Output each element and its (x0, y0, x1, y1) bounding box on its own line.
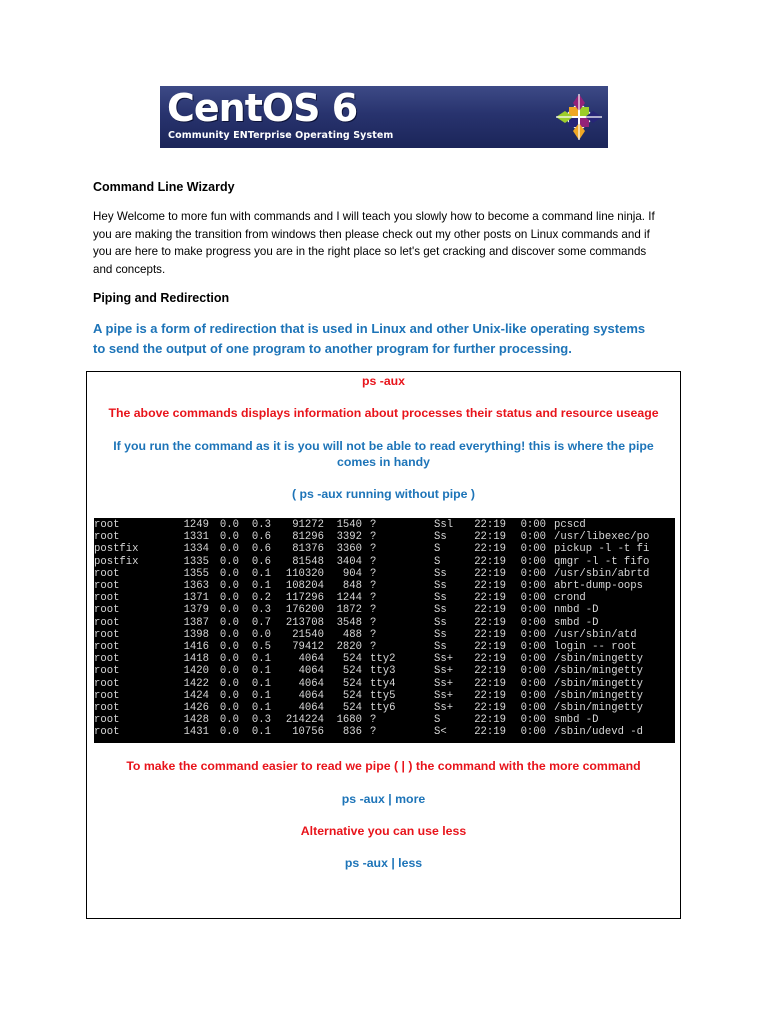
terminal-cell-time: 0:00 (520, 519, 546, 531)
centos-pinwheel-icon (554, 92, 604, 142)
terminal-cell-user: root (94, 702, 120, 714)
terminal-cell-mem: 0.2 (251, 592, 271, 605)
terminal-cell-rss: 904 (342, 567, 362, 580)
terminal-row (94, 653, 675, 665)
terminal-cell-stat: Ss+ (434, 653, 454, 666)
terminal-cell-time: 0:00 (520, 628, 546, 641)
terminal-cell-rss: 1244 (336, 592, 362, 605)
terminal-cell-pid: 1424 (183, 689, 209, 702)
terminal-cell-command: abrt-dump-oops (554, 580, 644, 592)
terminal-cell-pid: 1363 (183, 580, 209, 592)
terminal-row (94, 519, 675, 531)
terminal-cell-rss: 3360 (336, 543, 362, 556)
terminal-cell-stat: Ss (434, 580, 447, 592)
terminal-cell-start: 22:19 (474, 726, 506, 739)
terminal-cell-command: /sbin/udevd -d (554, 726, 644, 739)
terminal-cell-user: root (94, 592, 120, 605)
terminal-cell-time: 0:00 (520, 689, 546, 702)
terminal-row (94, 629, 675, 641)
terminal-cell-pid: 1418 (183, 653, 209, 666)
terminal-cell-vsz: 4064 (298, 677, 324, 690)
terminal-cell-time: 0:00 (520, 714, 546, 727)
terminal-cell-stat: Ss (434, 628, 447, 641)
terminal-cell-user: root (94, 628, 120, 641)
terminal-cell-rss: 2820 (336, 641, 362, 653)
terminal-cell-user: root (94, 677, 120, 690)
terminal-cell-command: /usr/sbin/abrtd (554, 567, 650, 580)
terminal-cell-start: 22:19 (474, 641, 506, 653)
command-ps-aux: ps -aux (361, 374, 406, 388)
more-command: ps -aux | more (341, 792, 426, 806)
terminal-row (94, 592, 675, 604)
terminal-cell-user: root (94, 665, 120, 678)
terminal-row (94, 678, 675, 690)
centos-banner (160, 86, 608, 148)
terminal-cell-mem: 0.6 (251, 531, 271, 544)
terminal-cell-user: root (94, 616, 120, 629)
terminal-cell-rss: 524 (342, 689, 362, 702)
terminal-cell-start: 22:19 (474, 628, 506, 641)
terminal-cell-stat: Ss+ (434, 702, 454, 714)
terminal-cell-cpu: 0.0 (219, 726, 239, 739)
terminal-cell-time: 0:00 (520, 531, 546, 544)
terminal-cell-tty: tty5 (370, 689, 396, 702)
less-command: ps -aux | less (344, 856, 423, 870)
terminal-cell-pid: 1422 (183, 677, 209, 690)
terminal-cell-start: 22:19 (474, 567, 506, 580)
terminal-cell-cpu: 0.0 (219, 555, 239, 568)
terminal-cell-cpu: 0.0 (219, 653, 239, 666)
terminal-cell-tty: ? (370, 616, 377, 629)
terminal-cell-user: root (94, 653, 120, 666)
terminal-cell-cpu: 0.0 (219, 531, 239, 544)
terminal-cell-user: postfix (94, 543, 139, 556)
terminal-cell-pid: 1371 (183, 592, 209, 605)
terminal-cell-stat: Ss+ (434, 665, 454, 678)
terminal-cell-pid: 1420 (183, 665, 209, 678)
terminal-cell-user: root (94, 604, 120, 617)
terminal-row (94, 702, 675, 714)
terminal-cell-command: /sbin/mingetty (554, 665, 644, 678)
terminal-row (94, 604, 675, 616)
terminal-cell-command: /sbin/mingetty (554, 653, 644, 666)
terminal-cell-stat: Ss+ (434, 677, 454, 690)
terminal-cell-vsz: 81296 (292, 531, 324, 544)
terminal-cell-rss: 1680 (336, 714, 362, 727)
terminal-cell-stat: Ss (434, 592, 447, 605)
terminal-cell-stat: S< (434, 726, 447, 739)
terminal-cell-start: 22:19 (474, 592, 506, 605)
terminal-cell-stat: Ss+ (434, 689, 454, 702)
terminal-cell-vsz: 4064 (298, 702, 324, 714)
terminal-cell-command: qmgr -l -t fifo (554, 555, 650, 568)
terminal-cell-pid: 1335 (183, 555, 209, 568)
terminal-cell-command: /usr/sbin/atd (554, 628, 637, 641)
terminal-cell-pid: 1426 (183, 702, 209, 714)
terminal-cell-mem: 0.3 (251, 604, 271, 617)
terminal-cell-vsz: 10756 (292, 726, 324, 739)
terminal-cell-cpu: 0.0 (219, 567, 239, 580)
terminal-cell-command: smbd -D (554, 714, 599, 727)
banner-subtitle: Community ENTerprise Operating System (168, 130, 394, 141)
terminal-row (94, 714, 675, 726)
terminal-caption: ( ps -aux running without pipe ) (291, 487, 476, 501)
terminal-cell-time: 0:00 (520, 580, 546, 592)
terminal-cell-user: root (94, 726, 120, 739)
terminal-cell-rss: 3548 (336, 616, 362, 629)
terminal-cell-time: 0:00 (520, 677, 546, 690)
terminal-cell-rss: 524 (342, 665, 362, 678)
terminal-cell-cpu: 0.0 (219, 689, 239, 702)
terminal-cell-vsz: 91272 (292, 519, 324, 531)
terminal-cell-mem: 0.1 (251, 677, 271, 690)
terminal-cell-tty: ? (370, 519, 377, 531)
terminal-row (94, 543, 675, 555)
terminal-cell-tty: ? (370, 628, 377, 641)
terminal-cell-vsz: 108204 (285, 580, 324, 592)
terminal-cell-rss: 848 (342, 580, 362, 592)
terminal-cell-user: root (94, 641, 120, 653)
terminal-cell-time: 0:00 (520, 604, 546, 617)
terminal-cell-cpu: 0.0 (219, 519, 239, 531)
terminal-cell-command: /sbin/mingetty (554, 689, 644, 702)
pipe-warning: If you run the command as it is you will not be able to read everything! this is where the pipe comes in handy (113, 439, 654, 469)
terminal-cell-user: root (94, 531, 120, 544)
terminal-row (94, 568, 675, 580)
terminal-cell-tty: ? (370, 592, 377, 605)
terminal-cell-command: smbd -D (554, 616, 599, 629)
terminal-cell-tty: tty3 (370, 665, 396, 678)
terminal-cell-cpu: 0.0 (219, 580, 239, 592)
terminal-cell-tty: tty6 (370, 702, 396, 714)
terminal-cell-mem: 0.1 (251, 689, 271, 702)
terminal-cell-user: root (94, 689, 120, 702)
terminal-cell-rss: 524 (342, 702, 362, 714)
terminal-cell-cpu: 0.0 (219, 543, 239, 556)
terminal-cell-command: crond (554, 592, 586, 605)
terminal-cell-tty: ? (370, 543, 377, 556)
terminal-cell-time: 0:00 (520, 543, 546, 556)
terminal-row (94, 580, 675, 592)
terminal-row (94, 617, 675, 629)
terminal-cell-cpu: 0.0 (219, 604, 239, 617)
terminal-cell-command: pickup -l -t fi (554, 543, 650, 556)
terminal-cell-start: 22:19 (474, 543, 506, 556)
terminal-cell-user: root (94, 519, 120, 531)
terminal-cell-mem: 0.1 (251, 726, 271, 739)
terminal-cell-pid: 1249 (183, 519, 209, 531)
terminal-row (94, 690, 675, 702)
terminal-cell-user: root (94, 580, 120, 592)
terminal-cell-mem: 0.0 (251, 628, 271, 641)
terminal-cell-start: 22:19 (474, 604, 506, 617)
terminal-cell-stat: Ss (434, 616, 447, 629)
terminal-cell-mem: 0.5 (251, 641, 271, 653)
terminal-cell-rss: 3392 (336, 531, 362, 544)
terminal-cell-rss: 524 (342, 677, 362, 690)
section-subheading: Piping and Redirection (93, 291, 230, 305)
terminal-cell-tty: ? (370, 726, 377, 739)
terminal-cell-command: /sbin/mingetty (554, 702, 644, 714)
terminal-cell-user: root (94, 714, 120, 727)
terminal-row (94, 665, 675, 677)
terminal-cell-pid: 1331 (183, 531, 209, 544)
terminal-cell-cpu: 0.0 (219, 641, 239, 653)
terminal-cell-pid: 1398 (183, 628, 209, 641)
terminal-cell-tty: tty2 (370, 653, 396, 666)
terminal-row (94, 531, 675, 543)
terminal-cell-mem: 0.3 (251, 519, 271, 531)
terminal-cell-tty: ? (370, 567, 377, 580)
terminal-cell-pid: 1334 (183, 543, 209, 556)
terminal-cell-tty: ? (370, 555, 377, 568)
terminal-cell-pid: 1428 (183, 714, 209, 727)
terminal-cell-mem: 0.1 (251, 702, 271, 714)
terminal-cell-start: 22:19 (474, 702, 506, 714)
terminal-cell-start: 22:19 (474, 653, 506, 666)
terminal-row (94, 726, 675, 738)
terminal-cell-stat: Ss (434, 604, 447, 617)
terminal-cell-cpu: 0.0 (219, 702, 239, 714)
terminal-cell-rss: 836 (342, 726, 362, 739)
terminal-cell-mem: 0.1 (251, 580, 271, 592)
terminal-cell-command: login -- root (554, 641, 637, 653)
terminal-cell-rss: 1540 (336, 519, 362, 531)
intro-paragraph: Hey Welcome to more fun with commands and I will teach you slowly how to become a command line ninja. If you are making the transition from windows then please check out my other posts on Linux commands and if you are here to make progress you are in the right place so let's get cracking and discover some commands and concepts. (93, 210, 655, 276)
terminal-cell-vsz: 214224 (285, 714, 324, 727)
terminal-cell-cpu: 0.0 (219, 592, 239, 605)
example-box (86, 371, 681, 919)
terminal-cell-user: root (94, 567, 120, 580)
terminal-cell-pid: 1416 (183, 641, 209, 653)
terminal-cell-cpu: 0.0 (219, 616, 239, 629)
terminal-cell-time: 0:00 (520, 726, 546, 739)
terminal-cell-vsz: 81376 (292, 543, 324, 556)
terminal-cell-mem: 0.7 (251, 616, 271, 629)
terminal-cell-tty: ? (370, 531, 377, 544)
terminal-cell-stat: Ssl (434, 519, 454, 531)
terminal-cell-pid: 1355 (183, 567, 209, 580)
terminal-cell-rss: 488 (342, 628, 362, 641)
terminal-cell-vsz: 79412 (292, 641, 324, 653)
terminal-cell-cpu: 0.0 (219, 665, 239, 678)
terminal-cell-vsz: 213708 (285, 616, 324, 629)
terminal-cell-tty: ? (370, 641, 377, 653)
terminal-cell-time: 0:00 (520, 653, 546, 666)
terminal-cell-vsz: 4064 (298, 665, 324, 678)
terminal-cell-time: 0:00 (520, 592, 546, 605)
terminal-cell-start: 22:19 (474, 580, 506, 592)
terminal-cell-time: 0:00 (520, 567, 546, 580)
terminal-screenshot (94, 518, 675, 743)
terminal-cell-mem: 0.1 (251, 567, 271, 580)
alternative-intro: Alternative you can use less (300, 824, 467, 838)
terminal-cell-start: 22:19 (474, 677, 506, 690)
terminal-cell-tty: ? (370, 580, 377, 592)
terminal-cell-stat: Ss (434, 567, 447, 580)
terminal-cell-stat: S (434, 714, 441, 727)
terminal-cell-time: 0:00 (520, 641, 546, 653)
terminal-cell-start: 22:19 (474, 531, 506, 544)
terminal-cell-rss: 3404 (336, 555, 362, 568)
terminal-cell-vsz: 4064 (298, 653, 324, 666)
terminal-cell-stat: Ss (434, 641, 447, 653)
terminal-cell-mem: 0.1 (251, 665, 271, 678)
terminal-cell-stat: S (434, 543, 441, 556)
terminal-cell-vsz: 117296 (285, 592, 324, 605)
terminal-cell-vsz: 81548 (292, 555, 324, 568)
terminal-cell-tty: tty4 (370, 677, 396, 690)
more-intro: To make the command easier to read we pipe ( | ) the command with the more command (126, 759, 641, 773)
terminal-cell-start: 22:19 (474, 714, 506, 727)
terminal-cell-mem: 0.1 (251, 653, 271, 666)
terminal-cell-command: pcscd (554, 519, 586, 531)
terminal-cell-pid: 1379 (183, 604, 209, 617)
terminal-cell-tty: ? (370, 604, 377, 617)
terminal-cell-mem: 0.6 (251, 555, 271, 568)
terminal-cell-rss: 524 (342, 653, 362, 666)
terminal-cell-command: /usr/libexec/po (554, 531, 650, 544)
terminal-cell-vsz: 176200 (285, 604, 324, 617)
page-title: Command Line Wizardy (93, 180, 235, 194)
terminal-row (94, 641, 675, 653)
terminal-cell-tty: ? (370, 714, 377, 727)
terminal-cell-vsz: 21540 (292, 628, 324, 641)
terminal-cell-start: 22:19 (474, 665, 506, 678)
terminal-cell-cpu: 0.0 (219, 677, 239, 690)
terminal-cell-mem: 0.6 (251, 543, 271, 556)
terminal-cell-pid: 1387 (183, 616, 209, 629)
command-description: The above commands displays information about processes their status and resource useage (108, 406, 659, 420)
banner-title: CentOS 6 (167, 86, 358, 130)
terminal-cell-cpu: 0.0 (219, 628, 239, 641)
terminal-cell-time: 0:00 (520, 616, 546, 629)
terminal-cell-vsz: 110320 (285, 567, 324, 580)
terminal-cell-start: 22:19 (474, 519, 506, 531)
terminal-cell-time: 0:00 (520, 665, 546, 678)
terminal-cell-start: 22:19 (474, 689, 506, 702)
terminal-cell-time: 0:00 (520, 702, 546, 714)
terminal-cell-cpu: 0.0 (219, 714, 239, 727)
pipe-definition: A pipe is a form of redirection that is used in Linux and other Unix-like operating systems to send the output of one program to another program for further processing. (93, 321, 646, 356)
terminal-cell-start: 22:19 (474, 616, 506, 629)
terminal-cell-pid: 1431 (183, 726, 209, 739)
terminal-cell-mem: 0.3 (251, 714, 271, 727)
terminal-cell-vsz: 4064 (298, 689, 324, 702)
terminal-cell-command: nmbd -D (554, 604, 599, 617)
terminal-cell-start: 22:19 (474, 555, 506, 568)
terminal-cell-time: 0:00 (520, 555, 546, 568)
terminal-cell-stat: S (434, 555, 441, 568)
terminal-cell-command: /sbin/mingetty (554, 677, 644, 690)
terminal-cell-rss: 1872 (336, 604, 362, 617)
terminal-cell-user: postfix (94, 555, 139, 568)
terminal-cell-stat: Ss (434, 531, 447, 544)
terminal-row (94, 556, 675, 568)
